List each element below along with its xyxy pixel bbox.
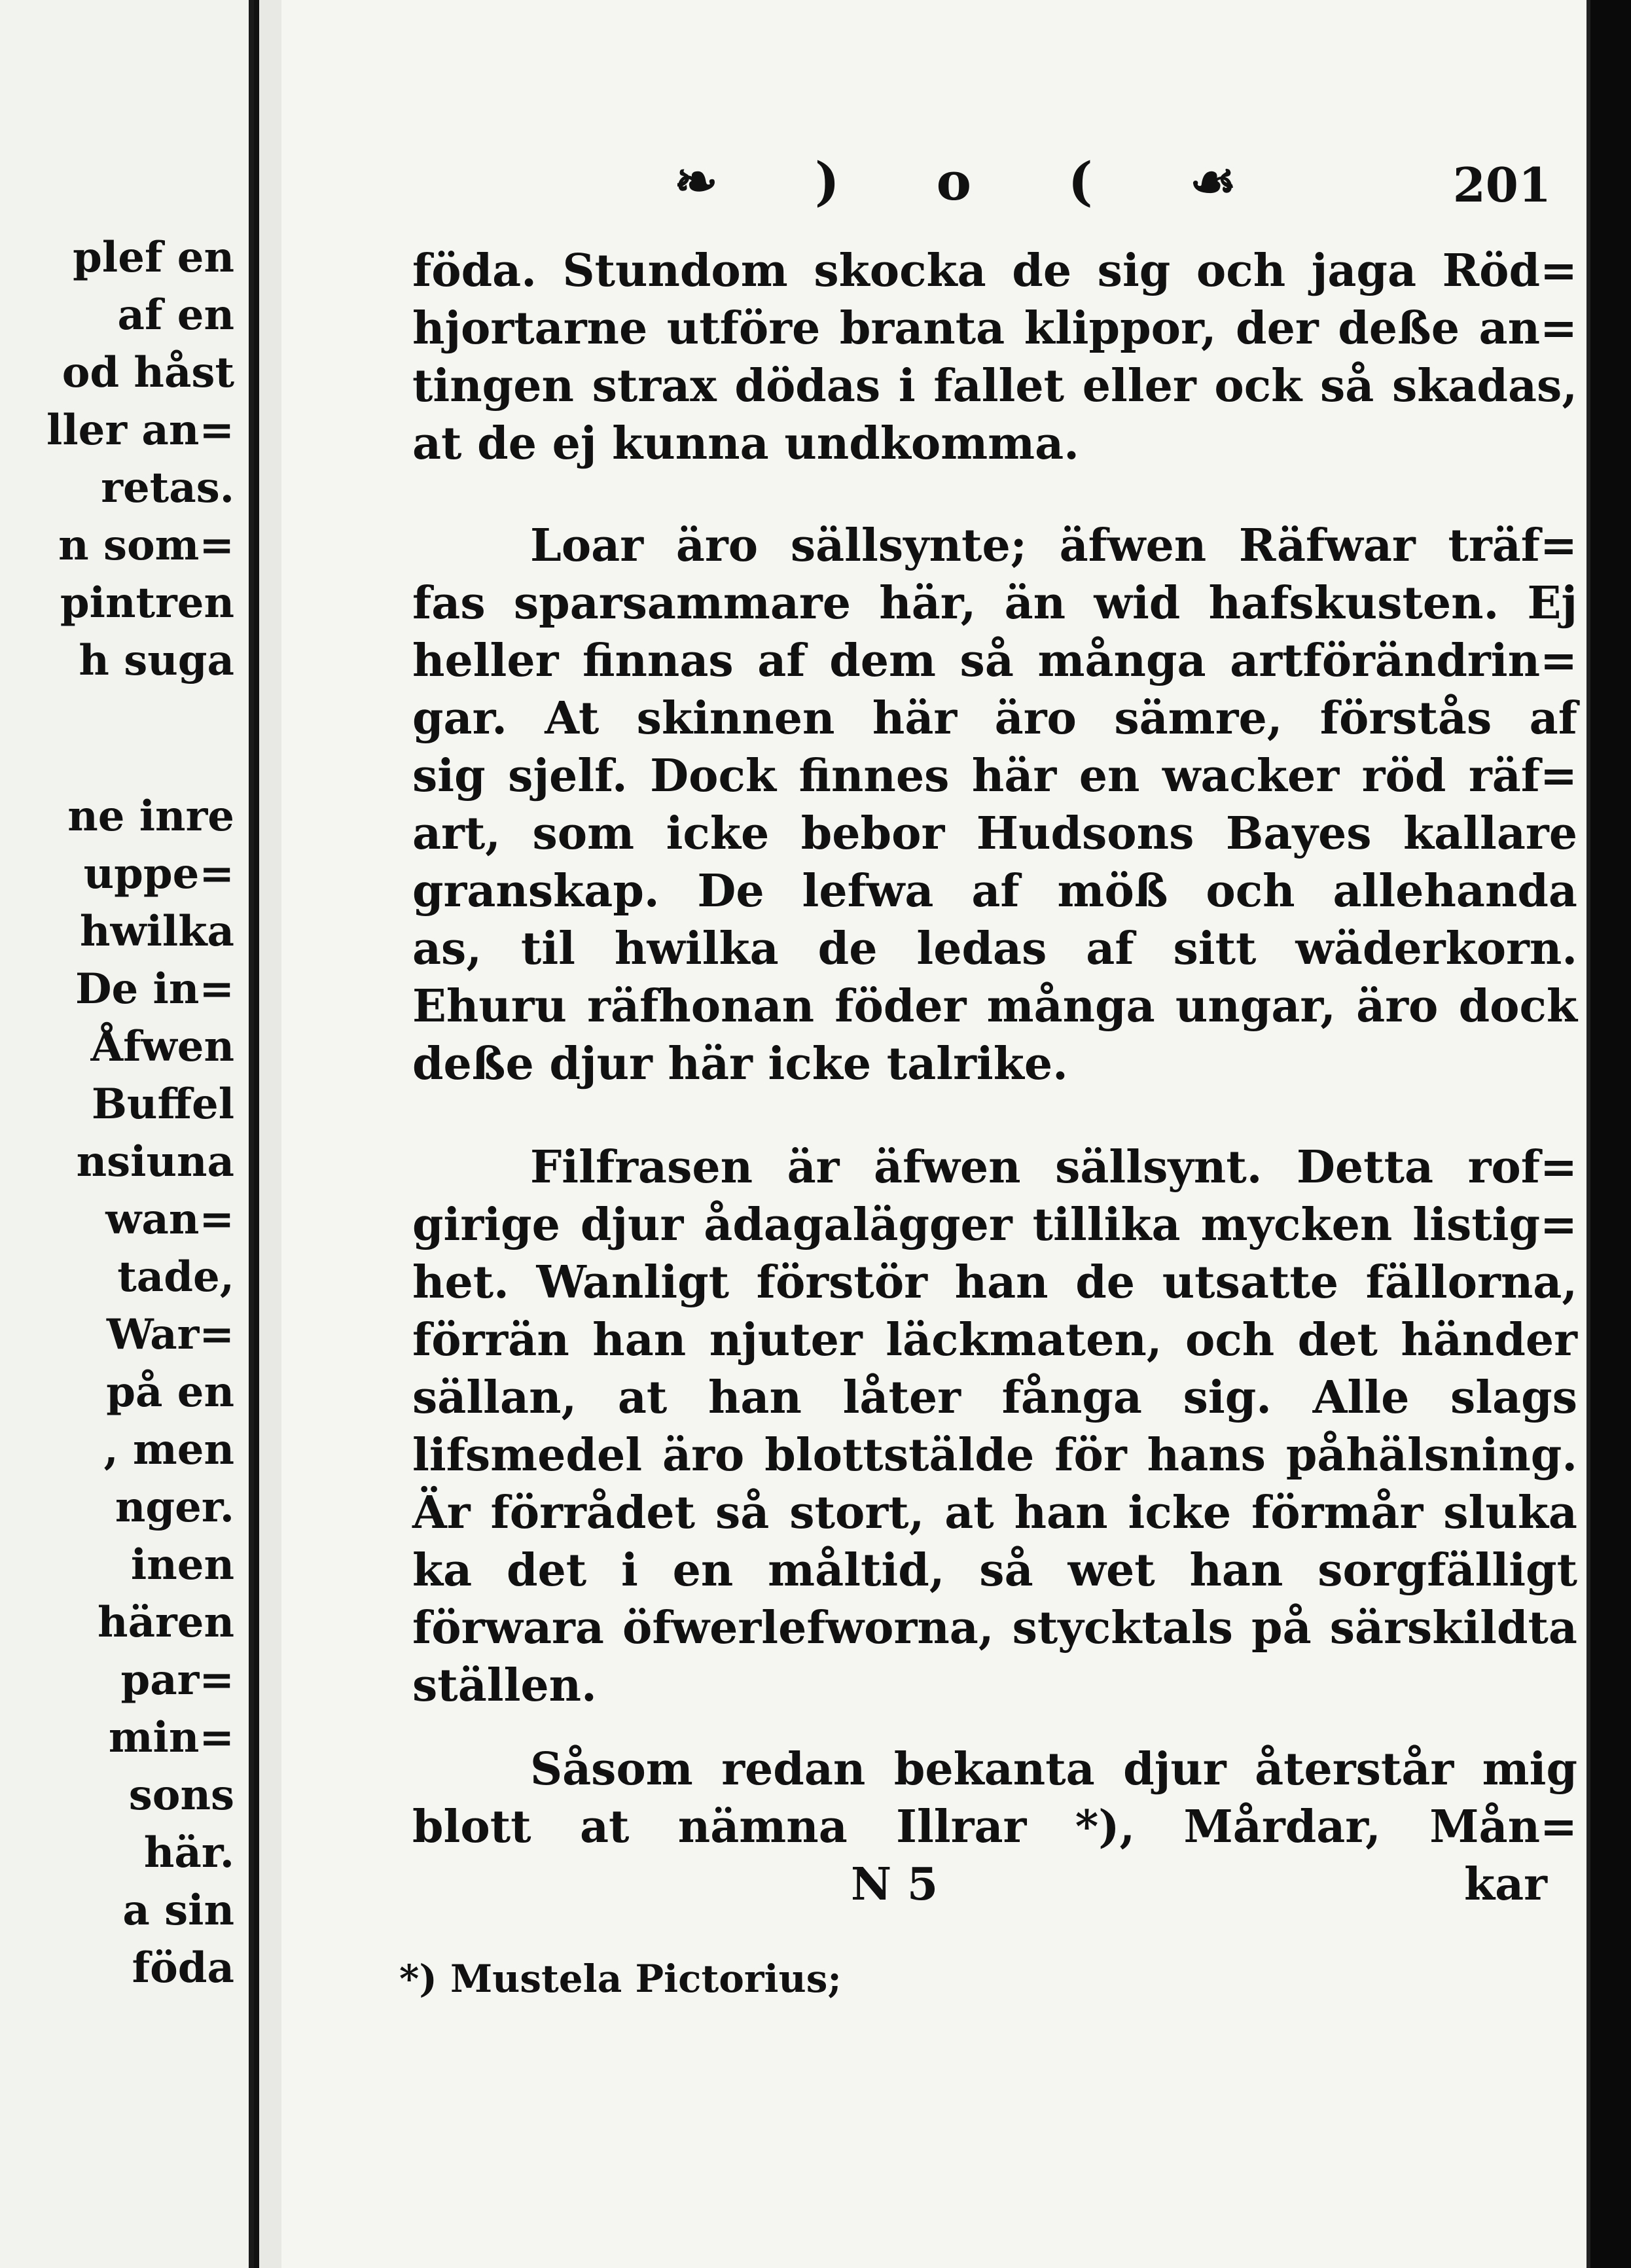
left-line: nger. — [115, 1483, 234, 1532]
text-line: as, til hwilka de ledas af sitt wäderkorn. — [412, 923, 1577, 975]
left-page-text — [0, 229, 249, 1997]
left-line: wan= — [105, 1195, 234, 1244]
text-line: fas sparsammare här, än wid hafskusten. Ej — [412, 577, 1577, 629]
left-line: hären — [98, 1598, 234, 1647]
text-line: girige djur ådagalägger tillika mycken listig= — [412, 1199, 1577, 1251]
text-line: lifsmedel äro blottstälde för hans påhälsning. — [412, 1429, 1577, 1481]
text-line: föda. Stundom skocka de sig och jaga Röd= — [412, 245, 1577, 297]
text-line: Ehuru räfhonan föder många ungar, äro dock — [412, 980, 1577, 1033]
footnote: *) Mustela Pictorius; — [399, 1957, 842, 2001]
left-line: retas. — [101, 463, 234, 512]
left-line: inen — [130, 1540, 234, 1589]
left-line: plef en — [73, 233, 234, 282]
left-line: hwilka — [79, 907, 234, 956]
left-line: nsiuna — [76, 1137, 234, 1186]
text-line: förwara öfwerlefworna, stycktals på särskildta — [412, 1602, 1577, 1654]
left-line: , men — [103, 1425, 234, 1474]
left-line: h suga — [79, 636, 234, 685]
paragraph-1 — [412, 242, 1577, 472]
paragraph-2 — [412, 517, 1577, 1093]
right-page — [281, 0, 1590, 2268]
left-line: De in= — [75, 965, 234, 1014]
left-line: här. — [143, 1828, 234, 1877]
left-line: War= — [106, 1310, 234, 1359]
text-line: deße djur här icke talrike. — [412, 1038, 1068, 1090]
left-line: par= — [120, 1656, 234, 1705]
text-line: tingen strax dödas i fallet eller ock så skadas, — [412, 360, 1577, 412]
left-line: uppe= — [83, 849, 234, 898]
paragraph-3 — [412, 1139, 1577, 1714]
header-ornament: ❧ ) o ( ☙ — [674, 151, 1276, 212]
text-line: Är förrådet så stort, at han icke förmår sluka — [412, 1487, 1577, 1539]
left-line: a sin — [122, 1886, 234, 1935]
left-line: Åfwen — [90, 1022, 234, 1071]
text-line: Loar äro sällsynte; äfwen Räfwar träf= — [530, 520, 1577, 572]
left-line: n som= — [58, 521, 234, 570]
text-line: sällan, at han låter fånga sig. Alle slags — [412, 1372, 1577, 1424]
text-line: heller finnas af dem så många artförändrin= — [412, 635, 1577, 687]
text-line: hjortarne utföre branta klippor, der deße an= — [412, 302, 1577, 355]
text-line: het. Wanligt förstör han de utsatte fällorna, — [412, 1256, 1577, 1309]
left-line: sons — [128, 1771, 234, 1820]
text-line: at de ej kunna undkomma. — [412, 417, 1079, 470]
left-page-fragment — [0, 0, 254, 2268]
left-line: af en — [117, 291, 234, 340]
left-line: föda — [132, 1943, 234, 1993]
text-line: art, som icke bebor Hudsons Bayes kallare — [412, 807, 1577, 860]
paragraph-4 — [412, 1741, 1577, 1856]
left-paragraph-gap — [0, 690, 249, 788]
signature-mark: N 5 — [851, 1858, 939, 1911]
left-line: Buffel — [91, 1080, 234, 1129]
text-line: förrän han njuter läckmaten, och det händer — [412, 1314, 1577, 1366]
page-header — [674, 151, 1551, 216]
left-line: min= — [108, 1713, 234, 1762]
text-line: sig sjelf. Dock finnes här en wacker röd räf= — [412, 750, 1577, 802]
text-line: Såsom redan bekanta djur återstår mig — [530, 1743, 1577, 1796]
text-line: blott at nämna Illrar *), Mårdar, Mån= — [412, 1801, 1577, 1853]
left-line: tade, — [117, 1252, 234, 1302]
catchword: kar — [1463, 1858, 1547, 1911]
text-line: granskap. De lefwa af möß och allehanda — [412, 865, 1577, 917]
page-number: 201 — [1452, 157, 1551, 213]
left-line: od håst — [62, 348, 234, 397]
text-line: Filfrasen är äfwen sällsynt. Detta rof= — [530, 1141, 1577, 1194]
left-line: på en — [106, 1368, 234, 1417]
left-line: ller an= — [46, 406, 234, 455]
left-line: pintren — [60, 578, 234, 628]
left-line: ne inre — [67, 792, 234, 841]
text-line: ka det i en måltid, så wet han sorgfälligt — [412, 1544, 1577, 1597]
text-line: gar. At skinnen här äro sämre, förstås af — [412, 692, 1577, 745]
text-line: ställen. — [412, 1659, 597, 1712]
